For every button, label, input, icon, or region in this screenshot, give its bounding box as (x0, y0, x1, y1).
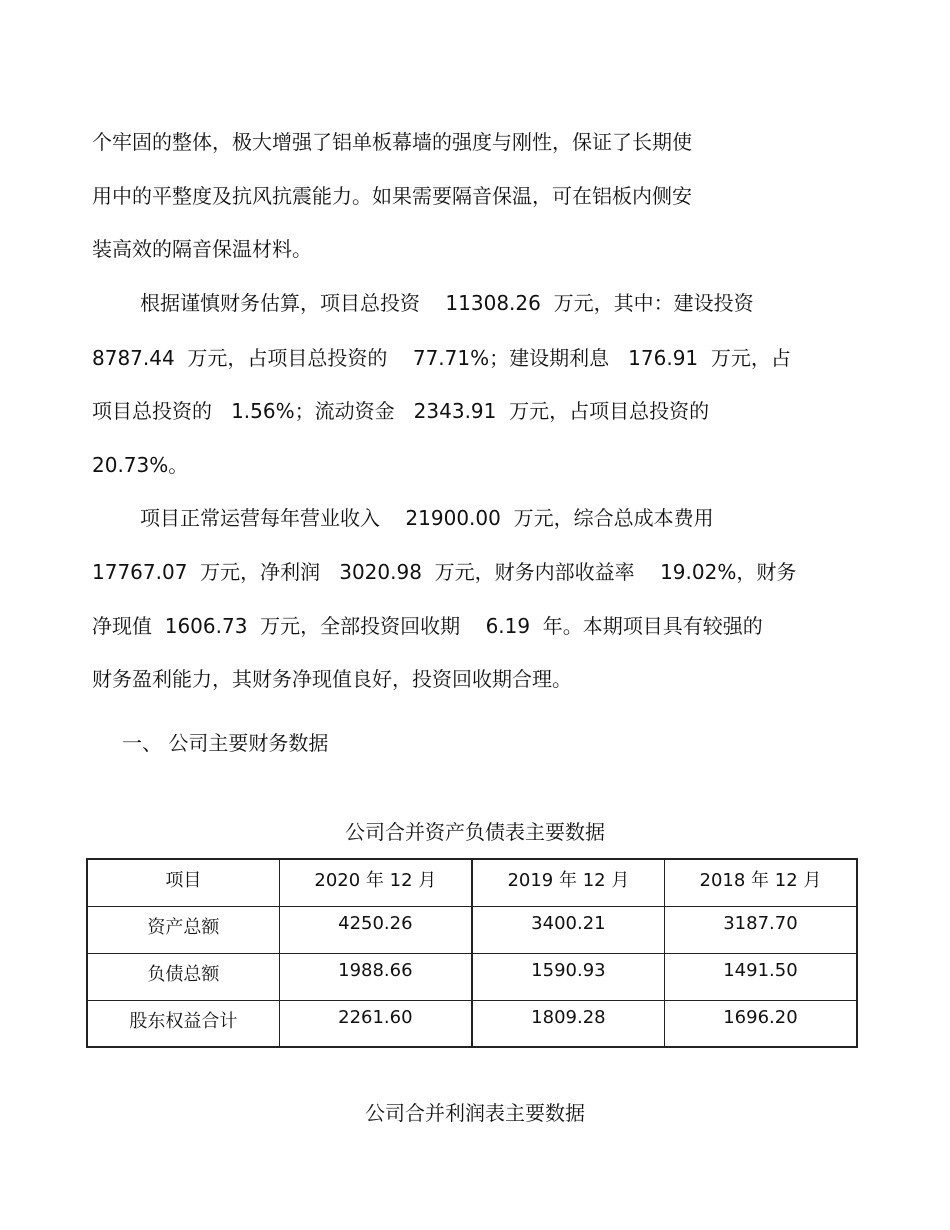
value-cell: 1696.20 (664, 1000, 857, 1047)
table-row (87, 906, 857, 953)
table-row (87, 953, 857, 1000)
paragraph-line: 8787.44 万元，占项目总投资的 77.71%；建设期利息 176.91 万元，占 (92, 346, 791, 370)
table-caption: 公司合并资产负债表主要数据 (345, 820, 605, 844)
paragraph-line: 净现值 1606.73 万元，全部投资回收期 6.19 年。本期项目具有较强的 (92, 614, 763, 638)
value-cell: 3187.70 (664, 906, 857, 953)
paragraph-line: 用中的平整度及抗风抗震能力。如果需要隔音保温，可在铝板内侧安 (92, 184, 692, 208)
table-caption: 公司合并利润表主要数据 (365, 1101, 585, 1125)
row-label-cell: 负债总额 (87, 953, 279, 1000)
header-cell: 项目 (87, 859, 279, 906)
header-cell: 2019 年 12 月 (472, 859, 665, 906)
paragraph-line: 装高效的隔音保温材料。 (92, 237, 312, 261)
value-cell: 1988.66 (279, 953, 472, 1000)
table-header-row (87, 859, 857, 906)
paragraph-line: 项目总投资的 1.56%；流动资金 2343.91 万元，占项目总投资的 (92, 399, 710, 423)
section-heading: 一、 公司主要财务数据 (122, 731, 329, 755)
paragraph-line: 17767.07 万元，净利润 3020.98 万元，财务内部收益率 19.02%，财务 (92, 560, 797, 584)
value-cell: 1491.50 (664, 953, 857, 1000)
paragraph-line: 个牢固的整体，极大增强了铝单板幕墙的强度与刚性，保证了长期使 (92, 130, 692, 154)
value-cell: 3400.21 (472, 906, 665, 953)
value-cell: 4250.26 (279, 906, 472, 953)
row-label-cell: 资产总额 (87, 906, 279, 953)
paragraph-line: 项目正常运营每年营业收入 21900.00 万元，综合总成本费用 (140, 506, 714, 530)
value-cell: 2261.60 (279, 1000, 472, 1047)
header-cell: 2020 年 12 月 (279, 859, 472, 906)
header-cell: 2018 年 12 月 (664, 859, 857, 906)
balance-sheet-table (86, 858, 858, 1048)
paragraph-line: 根据谨慎财务估算，项目总投资 11308.26 万元，其中：建设投资 (140, 291, 754, 315)
value-cell: 1590.93 (472, 953, 665, 1000)
table-row (87, 1000, 857, 1047)
row-label-cell: 股东权益合计 (87, 1000, 279, 1047)
paragraph-line: 财务盈利能力，其财务净现值良好，投资回收期合理。 (92, 667, 572, 691)
paragraph-line: 20.73%。 (92, 453, 189, 477)
value-cell: 1809.28 (472, 1000, 665, 1047)
